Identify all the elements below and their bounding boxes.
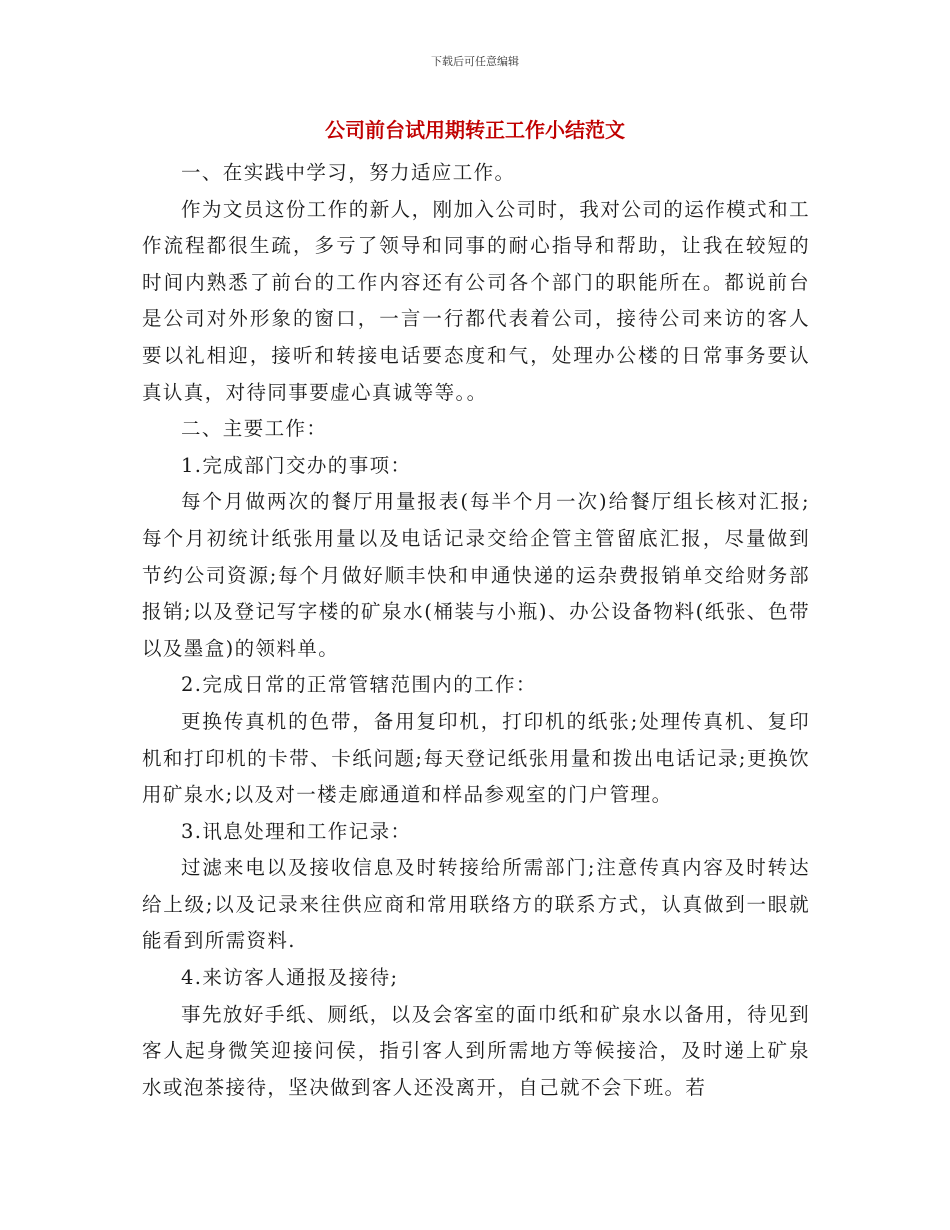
document-body	[142, 155, 810, 1106]
paragraph: 每个月做两次的餐厅用量报表(每半个月一次)给餐厅组长核对汇报;每个月初统计纸张用量以及电话记录交给企管主管留底汇报，尽量做到节约公司资源;每个月做好顺丰快和申通快递的运杂费报销单交给财务部报销;以及登记写字楼的矿泉水(桶装与小瓶)、办公设备物料(纸张、色带以及墨盒)的领料单。	[142, 490, 810, 660]
paragraph: 过滤来电以及接收信息及时转接给所需部门;注意传真内容及时转达给上级;以及记录来往供应商和常用联络方的联系方式，认真做到一眼就能看到所需资料.	[142, 856, 810, 953]
subsection-heading: 1.完成部门交办的事项：	[181, 453, 412, 477]
subsection-heading: 2.完成日常的正常管辖范围内的工作：	[181, 673, 537, 697]
subsection-heading: 4.来访客人通报及接待;	[181, 966, 399, 990]
paragraph: 作为文员这份工作的新人，刚加入公司时，我对公司的运作模式和工作流程都很生疏，多亏了领导和同事的耐心指导和帮助，让我在较短的时间内熟悉了前台的工作内容还有公司各个部门的职能所在。都说前台是公司对外形象的窗口，一言一行都代表着公司，接待公司来访的客人要以礼相迎，接听和转接电话要态度和气，处理办公楼的日常事务要认真认真，对待同事要虚心真诚等等。。	[142, 197, 810, 404]
subsection-heading: 3.讯息处理和工作记录：	[181, 819, 412, 843]
section-heading: 二、主要工作：	[181, 417, 328, 441]
document-title: 公司前台试用期转正工作小结范文	[325, 118, 625, 142]
header-note: 下载后可任意编辑	[431, 55, 519, 68]
paragraph: 更换传真机的色带，备用复印机，打印机的纸张;处理传真机、复印机和打印机的卡带、卡纸问题;每天登记纸张用量和拨出电话记录;更换饮用矿泉水;以及对一楼走廊通道和样品参观室的门户管理。	[142, 709, 810, 807]
paragraph: 事先放好手纸、厕纸，以及会客室的面巾纸和矿泉水以备用，待见到客人起身微笑迎接问侯，指引客人到所需地方等候接洽，及时递上矿泉水或泡茶接待，坚决做到客人还没离开，自己就不会下班。若	[142, 1002, 810, 1099]
section-heading: 一、在实践中学习，努力适应工作。	[181, 161, 516, 184]
